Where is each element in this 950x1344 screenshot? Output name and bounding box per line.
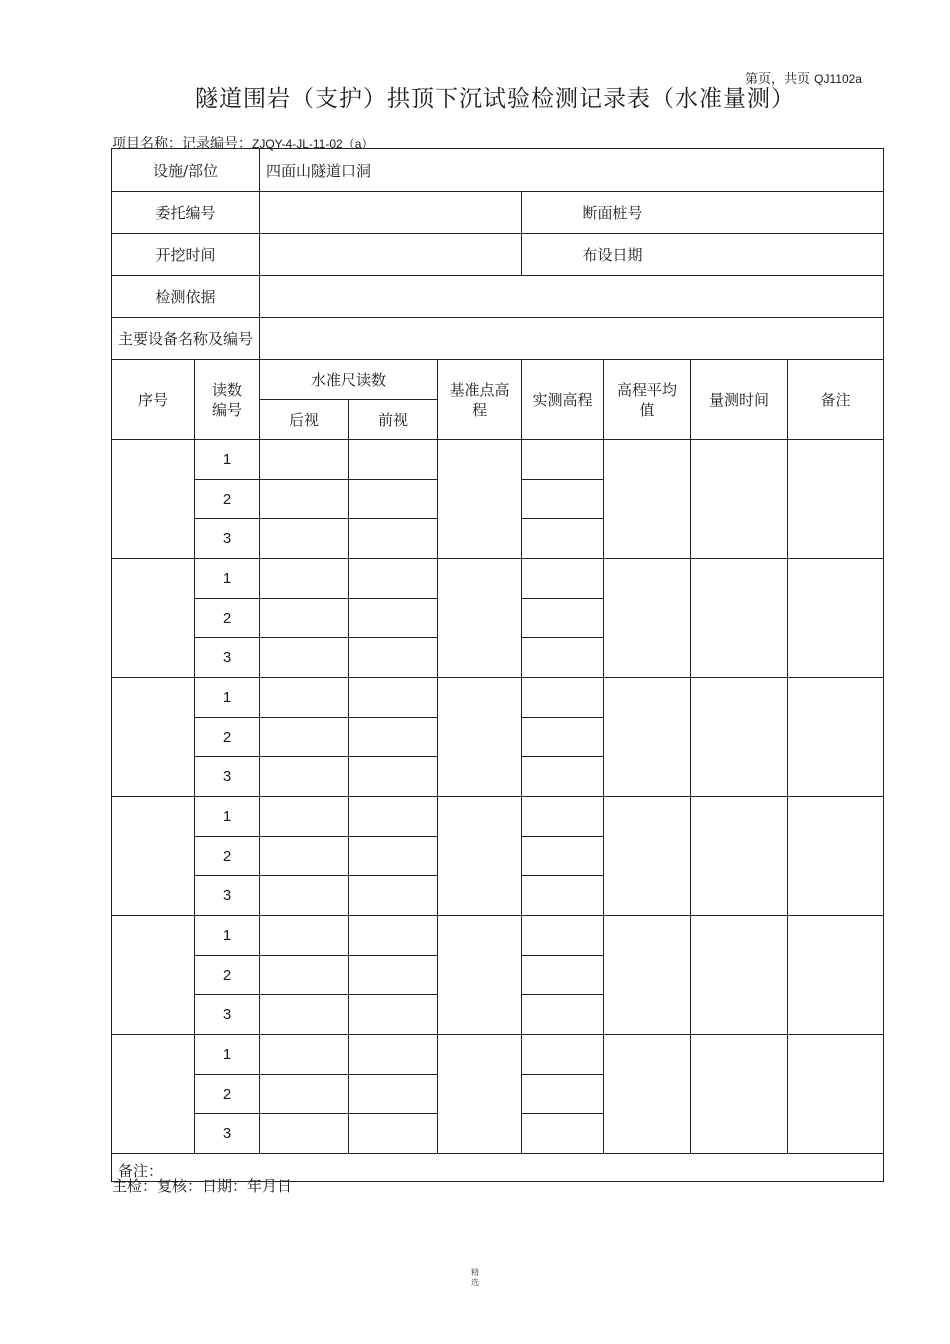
section-label-text: 断面桩号: [582, 204, 643, 222]
reading-number: 3: [195, 876, 260, 916]
basis-label: 检测依据: [112, 276, 260, 318]
watermark-text: 精选: [471, 1268, 479, 1287]
foresight-cell[interactable]: [349, 1075, 438, 1114]
reading-number: 1: [195, 1035, 260, 1075]
table-row: [112, 797, 884, 837]
watermark: [0, 1268, 950, 1288]
reading-number: 1: [195, 678, 260, 718]
seq-cell[interactable]: [112, 1035, 195, 1154]
foresight-cell[interactable]: [349, 1035, 438, 1075]
benchmark-cell[interactable]: [438, 1035, 522, 1154]
measured-elev-cell[interactable]: [522, 1114, 604, 1154]
table-row: [112, 559, 884, 599]
foresight-cell[interactable]: [349, 916, 438, 956]
seq-cell[interactable]: [112, 440, 195, 559]
note-cell[interactable]: [788, 678, 884, 797]
reading-number: 1: [195, 916, 260, 956]
measured-elev-cell[interactable]: [522, 876, 604, 916]
col-measure-time: 量测时间: [691, 360, 788, 440]
note-cell[interactable]: [788, 916, 884, 1035]
col-avg-elev: [604, 360, 691, 440]
excavation-row: [112, 234, 884, 276]
record-number: ZJQY-4-JL-11-02（a）: [252, 137, 374, 151]
measured-elev-cell[interactable]: [522, 1035, 604, 1075]
backsight-cell[interactable]: [260, 718, 349, 757]
backsight-cell[interactable]: [260, 876, 349, 916]
facility-row: [112, 149, 884, 192]
project-name-label: 项目名称：: [112, 136, 182, 152]
measure-time-cell[interactable]: [691, 678, 788, 797]
measured-elev-cell[interactable]: [522, 1075, 604, 1114]
foresight-cell[interactable]: [349, 718, 438, 757]
backsight-cell[interactable]: [260, 1075, 349, 1114]
reading-number: 1: [195, 440, 260, 480]
reading-number: 1: [195, 797, 260, 837]
facility-value[interactable]: 四面山隧道口洞: [260, 149, 884, 192]
reading-number: 3: [195, 638, 260, 678]
foresight-cell[interactable]: [349, 440, 438, 480]
table-row: [112, 440, 884, 480]
page-count-label: 第页，共页: [745, 72, 811, 87]
avg-elev-cell[interactable]: [604, 797, 691, 916]
layout-date-label: [522, 234, 884, 276]
equipment-label: 主要设备名称及编号: [112, 318, 260, 360]
avg-elev-cell[interactable]: [604, 678, 691, 797]
benchmark-cell[interactable]: [438, 440, 522, 559]
note-cell[interactable]: [788, 440, 884, 559]
measured-elev-cell[interactable]: [522, 599, 604, 638]
foresight-cell[interactable]: [349, 519, 438, 559]
avg-elev-cell[interactable]: [604, 916, 691, 1035]
backsight-cell[interactable]: [260, 837, 349, 876]
measure-time-cell[interactable]: [691, 916, 788, 1035]
excavation-label: 开挖时间: [112, 234, 260, 276]
excavation-value[interactable]: [260, 234, 522, 276]
benchmark-cell[interactable]: [438, 559, 522, 678]
measured-elev-cell[interactable]: [522, 837, 604, 876]
measured-elev-cell[interactable]: [522, 797, 604, 837]
col-measured-elev: 实测高程: [522, 360, 604, 440]
reading-number: 3: [195, 519, 260, 559]
col-avg-elev-text: 高程平均值: [616, 380, 677, 419]
benchmark-cell[interactable]: [438, 916, 522, 1035]
backsight-cell[interactable]: [260, 757, 349, 797]
foresight-cell[interactable]: [349, 1114, 438, 1154]
column-header-row: [112, 360, 884, 400]
backsight-cell[interactable]: [260, 599, 349, 638]
facility-label: 设施/部位: [112, 149, 260, 192]
measured-elev-cell[interactable]: [522, 718, 604, 757]
backsight-cell[interactable]: [260, 1035, 349, 1075]
avg-elev-cell[interactable]: [604, 559, 691, 678]
avg-elev-cell[interactable]: [604, 1035, 691, 1154]
seq-cell[interactable]: [112, 797, 195, 916]
table-row: [112, 1035, 884, 1075]
measured-elev-cell[interactable]: [522, 757, 604, 797]
foresight-cell[interactable]: [349, 599, 438, 638]
signature-line: 主检：复核：日期：年月日: [112, 1177, 293, 1195]
col-seq: 序号: [112, 360, 195, 440]
backsight-cell[interactable]: [260, 638, 349, 678]
foresight-cell[interactable]: [349, 797, 438, 837]
page-title: 隧道围岩（支护）拱顶下沉试验检测记录表（水准量测）: [195, 86, 795, 112]
foresight-cell[interactable]: [349, 876, 438, 916]
measured-elev-cell[interactable]: [522, 559, 604, 599]
reading-number: 2: [195, 1075, 260, 1114]
measure-time-cell[interactable]: [691, 559, 788, 678]
basis-value[interactable]: [260, 276, 884, 318]
record-number-label: 记录编号：: [182, 136, 252, 152]
equipment-row: [112, 318, 884, 360]
note-cell[interactable]: [788, 797, 884, 916]
backsight-cell[interactable]: [260, 1114, 349, 1154]
backsight-cell[interactable]: [260, 916, 349, 956]
backsight-cell[interactable]: [260, 480, 349, 519]
backsight-cell[interactable]: [260, 519, 349, 559]
foresight-cell[interactable]: [349, 837, 438, 876]
note-cell[interactable]: [788, 1035, 884, 1154]
measure-time-cell[interactable]: [691, 1035, 788, 1154]
col-note: 备注: [788, 360, 884, 440]
foresight-cell[interactable]: [349, 678, 438, 718]
col-reading-no-text: 读数编号: [211, 380, 242, 419]
form-code: QJ1102a: [814, 72, 862, 86]
foresight-cell[interactable]: [349, 638, 438, 678]
measured-elev-cell[interactable]: [522, 480, 604, 519]
measured-elev-cell[interactable]: [522, 519, 604, 559]
record-table: [111, 148, 884, 1182]
seq-cell[interactable]: [112, 916, 195, 1035]
foresight-cell[interactable]: [349, 995, 438, 1035]
col-benchmark-text: 基准点高程: [449, 380, 510, 419]
reading-number: 3: [195, 995, 260, 1035]
commission-label: 委托编号: [112, 192, 260, 234]
benchmark-cell[interactable]: [438, 678, 522, 797]
section-label: [522, 192, 884, 234]
col-benchmark: [438, 360, 522, 440]
commission-value[interactable]: [260, 192, 522, 234]
backsight-cell[interactable]: [260, 678, 349, 718]
foresight-cell[interactable]: [349, 757, 438, 797]
layout-date-label-text: 布设日期: [582, 246, 643, 264]
backsight-cell[interactable]: [260, 995, 349, 1035]
backsight-cell[interactable]: [260, 440, 349, 480]
measured-elev-cell[interactable]: [522, 678, 604, 718]
table-row: [112, 678, 884, 718]
col-foresight: 前视: [349, 400, 438, 440]
benchmark-cell[interactable]: [438, 797, 522, 916]
reading-number: 2: [195, 956, 260, 995]
col-reading-no: [195, 360, 260, 440]
reading-number: 3: [195, 1114, 260, 1154]
measure-time-cell[interactable]: [691, 440, 788, 559]
foresight-cell[interactable]: [349, 559, 438, 599]
seq-cell[interactable]: [112, 559, 195, 678]
seq-cell[interactable]: [112, 678, 195, 797]
reading-number: 2: [195, 599, 260, 638]
backsight-cell[interactable]: [260, 559, 349, 599]
equipment-value[interactable]: [260, 318, 884, 360]
foresight-cell[interactable]: [349, 480, 438, 519]
measured-elev-cell[interactable]: [522, 916, 604, 956]
measured-elev-cell[interactable]: [522, 440, 604, 480]
commission-row: [112, 192, 884, 234]
measured-elev-cell[interactable]: [522, 995, 604, 1035]
foresight-cell[interactable]: [349, 956, 438, 995]
col-backsight: 后视: [260, 400, 349, 440]
backsight-cell[interactable]: [260, 956, 349, 995]
reading-number: 1: [195, 559, 260, 599]
reading-number: 3: [195, 757, 260, 797]
table-row: [112, 916, 884, 956]
backsight-cell[interactable]: [260, 797, 349, 837]
note-cell[interactable]: [788, 559, 884, 678]
remarks-field[interactable]: 备注：: [112, 1154, 884, 1182]
reading-number: 2: [195, 480, 260, 519]
basis-row: [112, 276, 884, 318]
measured-elev-cell[interactable]: [522, 956, 604, 995]
measure-time-cell[interactable]: [691, 797, 788, 916]
measured-elev-cell[interactable]: [522, 638, 604, 678]
col-staff-reading: 水准尺读数: [260, 360, 438, 400]
reading-number: 2: [195, 718, 260, 757]
avg-elev-cell[interactable]: [604, 440, 691, 559]
reading-number: 2: [195, 837, 260, 876]
